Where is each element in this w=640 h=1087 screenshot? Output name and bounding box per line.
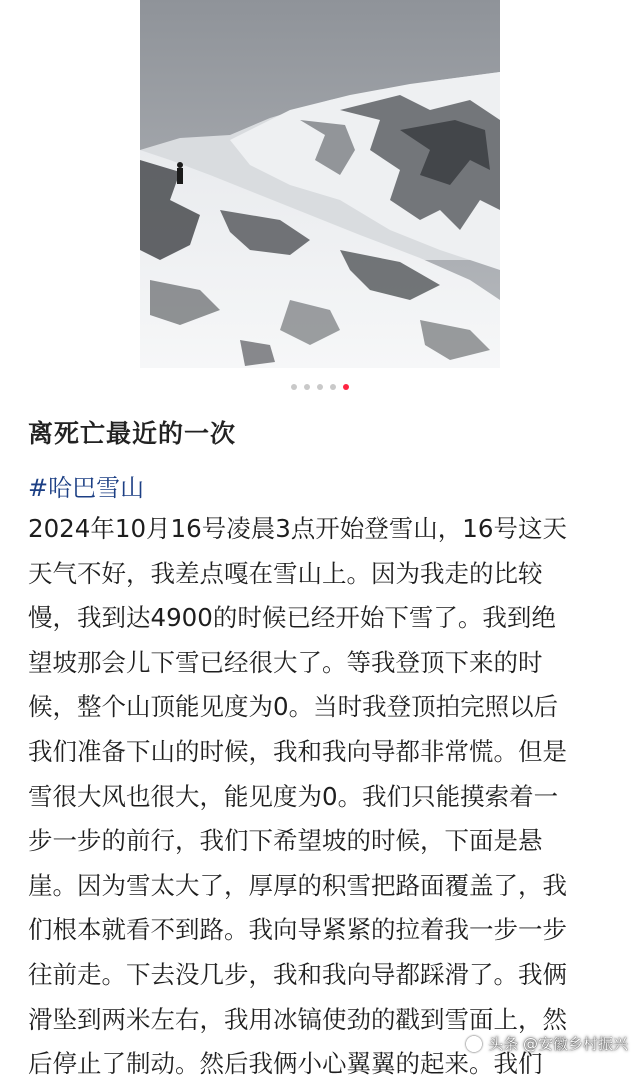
body-line: 候，整个山顶能见度为0。当时我登顶拍完照以后: [28, 692, 559, 722]
body-line: 慢，我到达4900的时候已经开始下雪了。我到绝: [28, 603, 556, 633]
carousel-dot[interactable]: [330, 384, 336, 390]
snow-mountain-photo: [140, 0, 500, 368]
body-line: 往前走。下去没几步，我和我向导都踩滑了。我俩: [28, 959, 567, 989]
body-line: 望坡那会儿下雪已经很大了。等我登顶下来的时: [28, 647, 543, 677]
watermark: [466, 1033, 628, 1054]
carousel-dot[interactable]: [317, 384, 323, 390]
body-line: 崖。因为雪太大了，厚厚的积雪把路面覆盖了，我: [28, 870, 567, 900]
carousel-dot[interactable]: [304, 384, 310, 390]
post-title: 离死亡最近的一次: [28, 419, 237, 448]
body-line: 们根本就看不到路。我向导紧紧的拉着我一步一步: [28, 915, 567, 945]
post-body: [28, 507, 618, 1087]
toutiao-logo-icon: [466, 1036, 482, 1052]
body-line: 后停止了制动。然后我俩小心翼翼的起来。我们: [28, 1049, 543, 1079]
body-line: 我们准备下山的时候，我和我向导都非常慌。但是: [28, 736, 567, 766]
watermark-text: 头条 @安徽乡村振兴: [488, 1035, 628, 1053]
carousel-dot[interactable]: [291, 384, 297, 390]
carousel-dot-active[interactable]: [343, 384, 349, 390]
post-photo[interactable]: [140, 0, 500, 368]
hashtag-link[interactable]: #哈巴雪山: [28, 474, 145, 502]
body-line: 2024年10月16号凌晨3点开始登雪山，16号这天: [28, 514, 567, 543]
body-line: 滑坠到两米左右，我用冰镐使劲的戳到雪面上，然: [28, 1004, 567, 1034]
body-line: 步一步的前行，我们下希望坡的时候，下面是悬: [28, 826, 543, 856]
carousel-indicator: [0, 384, 640, 390]
body-line: 雪很大风也很大，能见度为0。我们只能摸索着一: [28, 781, 559, 811]
body-line: 天气不好，我差点嘎在雪山上。因为我走的比较: [28, 558, 543, 588]
